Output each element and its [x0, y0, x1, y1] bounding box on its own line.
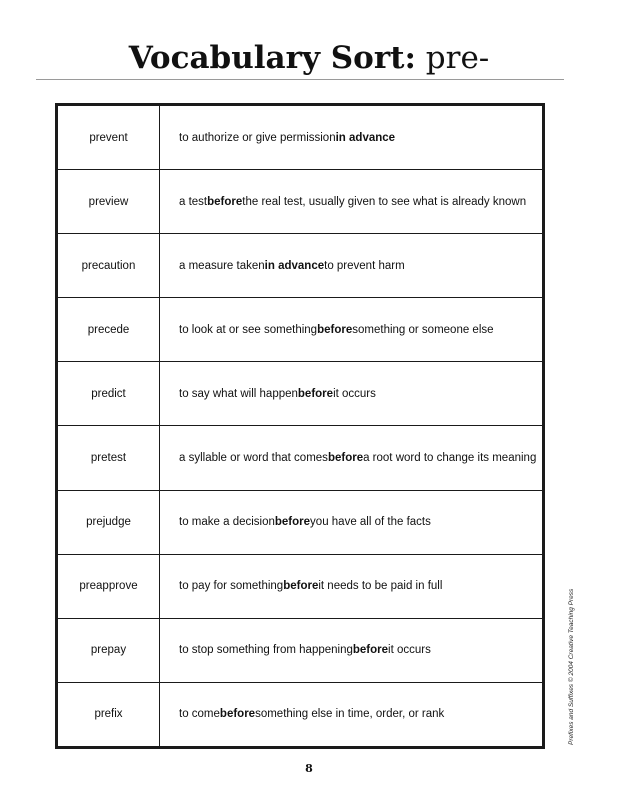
vocab-definition [160, 555, 542, 618]
title-prefix: pre- [425, 40, 490, 76]
vocab-word: preapprove [58, 555, 160, 618]
definition-emphasis: before [317, 323, 353, 336]
vocab-word: predict [58, 362, 160, 425]
definition-text: something else in time, order, or rank [255, 708, 445, 721]
definition-text: to authorize or give permission [179, 131, 336, 144]
title-divider [36, 79, 564, 80]
definition-emphasis: before [207, 195, 243, 208]
vocab-definition [160, 170, 542, 233]
vocab-definition [160, 426, 542, 489]
definition-text: it occurs [388, 644, 431, 657]
definition-text: it needs to be paid in full [318, 580, 443, 593]
definition-text: you have all of the facts [310, 516, 431, 529]
vocab-word: prepay [58, 619, 160, 682]
definition-text: a measure taken [179, 259, 265, 272]
table-row [58, 234, 542, 298]
definition-text: it occurs [333, 387, 376, 400]
table-row [58, 555, 542, 619]
vocab-word: prefix [58, 683, 160, 746]
definition-text: a root word to change its meaning [363, 452, 537, 465]
definition-text: to pay for something [179, 580, 284, 593]
copyright-credit: Prefixes and Suffixes © 2004 Creative Teaching Press [568, 588, 575, 745]
table-row [58, 362, 542, 426]
definition-emphasis: before [283, 580, 319, 593]
definition-emphasis: in advance [335, 131, 396, 144]
vocab-definition [160, 362, 542, 425]
table-row [58, 491, 542, 555]
definition-text: a syllable or word that comes [179, 452, 328, 465]
definition-emphasis: before [327, 452, 364, 465]
vocab-word: precede [58, 298, 160, 361]
table-row [58, 619, 542, 683]
definition-text: to make a decision [179, 516, 275, 529]
definition-text: to say what will happen [179, 387, 298, 400]
table-row [58, 170, 542, 234]
vocab-word: pretest [58, 426, 160, 489]
vocab-definition [160, 234, 542, 297]
definition-emphasis: before [352, 644, 389, 657]
vocab-word: prejudge [58, 491, 160, 554]
definition-text: a test [179, 195, 208, 208]
definition-text: to look at or see something [179, 323, 318, 336]
page-title [0, 38, 618, 78]
definition-emphasis: before [297, 387, 334, 400]
vocab-definition [160, 619, 542, 682]
definition-emphasis: in advance [264, 259, 325, 272]
definition-text: to come [179, 708, 220, 721]
vocab-definition [160, 106, 542, 169]
vocab-definition [160, 683, 542, 746]
table-row [58, 106, 542, 170]
definition-text: the real test, usually given to see what is already known [242, 195, 527, 208]
definition-text: to prevent harm [324, 259, 405, 272]
vocab-definition [160, 298, 542, 361]
definition-emphasis: before [274, 516, 311, 529]
title-main: Vocabulary Sort: [128, 40, 416, 76]
table-row [58, 298, 542, 362]
vocabulary-table [55, 103, 545, 749]
table-row [58, 426, 542, 490]
page-number: 8 [305, 762, 313, 775]
definition-text: something or someone else [352, 323, 494, 336]
vocab-word: preview [58, 170, 160, 233]
vocab-word: precaution [58, 234, 160, 297]
definition-text: to stop something from happening [179, 644, 353, 657]
vocab-definition [160, 491, 542, 554]
table-row [58, 683, 542, 746]
definition-emphasis: before [219, 708, 256, 721]
vocab-word: prevent [58, 106, 160, 169]
